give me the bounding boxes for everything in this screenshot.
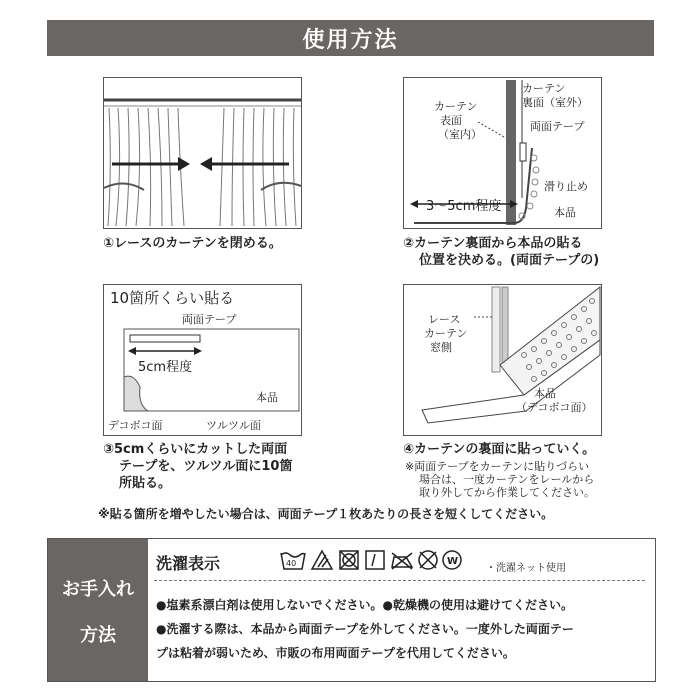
panel-decide-position bbox=[403, 77, 602, 229]
tip-note: ※貼る箇所を増やしたい場合は、両面テープ１枚あたりの長さを短くしてください。 bbox=[98, 507, 554, 521]
length-label: 5cm程度 bbox=[138, 360, 193, 375]
step3-caption-line3: 所貼る。 bbox=[119, 476, 172, 491]
wash-symbols bbox=[278, 547, 498, 577]
care-heading-line1: お手入れ bbox=[62, 579, 134, 600]
care-section bbox=[47, 538, 656, 682]
divider bbox=[154, 580, 645, 581]
step4-caption: ④カーテンの裏面に貼っていく。 bbox=[403, 442, 596, 457]
product-label: 本品 bbox=[256, 391, 278, 404]
care-body bbox=[148, 539, 655, 681]
care-line-3: プは粘着が弱いため、市販の布用両面テープを代用してください。 bbox=[156, 646, 515, 660]
lace-label-1: レース bbox=[428, 313, 461, 326]
svg-text:W: W bbox=[447, 556, 459, 567]
panel-close-lace-curtain bbox=[103, 77, 302, 229]
distance-label: 3〜5cm程度 bbox=[426, 199, 502, 214]
stick-product-illustration bbox=[404, 285, 601, 435]
wash-label-title: 洗濯表示 bbox=[156, 554, 221, 573]
heading-ten-places: 10箇所くらい貼る bbox=[110, 289, 235, 307]
panel-attach-tape bbox=[103, 284, 302, 436]
no-dry-clean-icon bbox=[419, 551, 437, 569]
care-heading bbox=[48, 539, 148, 681]
no-iron-icon bbox=[392, 553, 412, 569]
step2-caption-line2: 位置を決める。(両面テープの) bbox=[419, 253, 600, 268]
product-label: 本品 bbox=[554, 206, 576, 219]
product-label-1: 本品 bbox=[534, 387, 556, 400]
step2-caption-line1: ②カーテン裏面から本品の貼る bbox=[403, 236, 583, 251]
wash-net-note: ・洗濯ネット使用 bbox=[486, 563, 566, 574]
page-title: 使用方法 bbox=[47, 20, 654, 56]
curtain-closing-illustration bbox=[104, 78, 301, 228]
step4-note-line3: 取り外してから作業してください。 bbox=[419, 486, 595, 499]
front-inside-label-3: （室内） bbox=[438, 128, 482, 141]
step3-caption-line1: ③5cmくらいにカットした両面 bbox=[103, 442, 288, 457]
bleach-ok-icon bbox=[312, 551, 332, 569]
care-line-1: ●塩素系漂白剤は使用しないでください。●乾燥機の使用は避けてください。 bbox=[156, 598, 573, 612]
front-inside-label-2: 表面 bbox=[440, 114, 462, 127]
tape-label: 両面テープ bbox=[182, 313, 237, 326]
step4-note-line1: ※両面テープをカーテンに貼りづらい bbox=[405, 460, 590, 473]
line-dry-icon bbox=[366, 551, 384, 569]
product-label-2: （デコボコ面） bbox=[516, 401, 593, 414]
step1-caption: ①レースのカーテンを閉める。 bbox=[103, 236, 282, 251]
step4-note-line2: 場合は、一度カーテンをレールから bbox=[419, 473, 595, 486]
back-outside-label-2: 裏面（室外） bbox=[522, 96, 588, 109]
curtain-crosssection-illustration bbox=[404, 78, 601, 228]
care-line-2: ●洗濯する際は、本品から両面テープを外してください。一度外した両面テー bbox=[156, 622, 574, 636]
bumpy-side-label: デコボコ面 bbox=[108, 419, 163, 432]
no-tumble-dry-icon bbox=[340, 551, 358, 569]
step3-caption-line2: テープを、ツルツル面に10箇 bbox=[119, 459, 293, 474]
lace-label-2: カーテン bbox=[424, 327, 468, 340]
back-outside-label-1: カーテン bbox=[522, 82, 566, 95]
smooth-side-label: ツルツル面 bbox=[206, 419, 261, 432]
front-inside-label-1: カーテン bbox=[434, 100, 478, 113]
nonslip-label: 滑り止め bbox=[544, 180, 588, 193]
wash-temp-value: 40 bbox=[286, 559, 297, 568]
lace-label-3: 窓側 bbox=[430, 341, 452, 354]
tape-attach-illustration bbox=[104, 285, 301, 435]
panel-stick-to-curtain bbox=[403, 284, 602, 436]
tape-label: 両面テープ bbox=[530, 120, 585, 133]
care-heading-line2: 方法 bbox=[80, 625, 116, 646]
